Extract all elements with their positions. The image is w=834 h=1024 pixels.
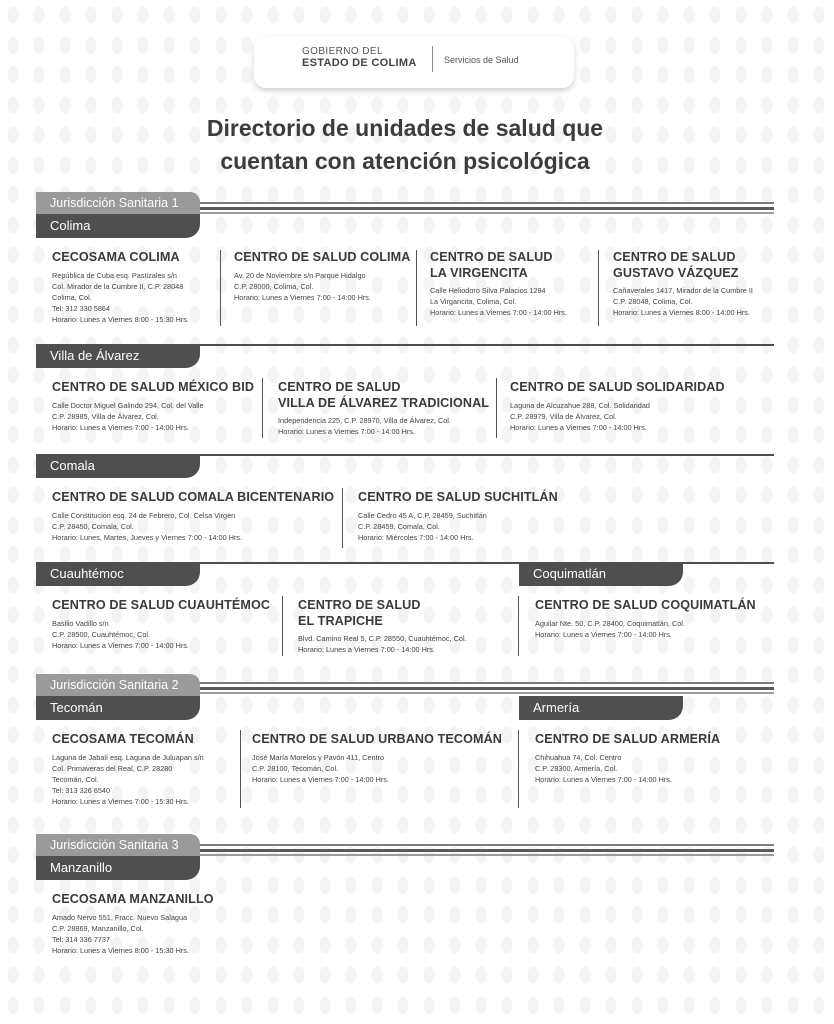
unit-card-cecosama-colima — [52, 250, 189, 325]
municipality-cuauhtemoc: Cuauhtémoc — [36, 562, 200, 586]
unit-card-cs-mexico-bid — [52, 380, 254, 433]
unit-details: Aguilar Nte. 50, C.P. 28400, Coquimatlán, Col. Horario: Lunes a Viernes 7:00 - 14:00 Hrs. — [535, 618, 685, 639]
column-divider — [518, 596, 519, 656]
unit-details: Calle Constitución esq. 24 de Febrero, Col. Celsa Virgen C.P. 28450, Comala, Col. Horario: Lunes, Martes, Jueves y Viernes 7:00 - 14:00 Hrs. — [52, 510, 243, 542]
unit-title: CENTRO DE SALUD COMALA BICENTENARIO — [52, 490, 335, 504]
jurisdiction-label-1: Jurisdicción Sanitaria 1 — [36, 192, 200, 214]
municipality-armeria: Armería — [519, 696, 683, 720]
government-logo — [254, 36, 574, 88]
municipality-villa-de-alvarez: Villa de Álvarez — [36, 344, 200, 368]
column-divider — [416, 250, 417, 326]
column-divider — [220, 250, 221, 326]
unit-card-cs-solidaridad — [510, 380, 725, 433]
unit-title: CECOSAMA TECOMÁN — [52, 732, 194, 746]
column-divider — [496, 378, 497, 438]
municipality-manzanillo: Manzanillo — [36, 856, 200, 880]
unit-card-cs-el-trapiche — [298, 598, 467, 655]
unit-card-cs-urbano-tecoman — [252, 732, 502, 785]
jurisdiction-label-2: Jurisdicción Sanitaria 2 — [36, 674, 200, 696]
municipality-colima: Colima — [36, 214, 200, 238]
municipality-coquimatlan: Coquimatlán — [519, 562, 683, 586]
service-name: Servicios de Salud — [444, 55, 519, 65]
unit-details: Calle Cedro 45 A, C.P. 28459, Suchitlán C.P. 28459, Comala, Col. Horario: Miércoles 7:00 - 14:00 Hrs. — [358, 510, 487, 542]
page-title-line1: Directorio de unidades de salud que — [206, 115, 604, 141]
municipality-tecoman: Tecomán — [36, 696, 200, 720]
page-title-line2: cuentan con atención psicológica — [220, 148, 590, 174]
unit-title: CENTRO DE SALUD EL TRAPICHE — [298, 598, 421, 628]
unit-card-cecosama-tecoman — [52, 732, 204, 807]
unit-details: Chihuahua 74, Col. Centro C.P. 28300, Armería, Col. Horario: Lunes a Viernes 7:00 - 14:00 Hrs. — [535, 752, 672, 784]
unit-card-cs-colima — [234, 250, 410, 303]
unit-title: CENTRO DE SALUD COQUIMATLÁN — [535, 598, 756, 612]
unit-card-cs-cuauhtemoc — [52, 598, 270, 651]
unit-title: CECOSAMA COLIMA — [52, 250, 180, 264]
unit-title: CENTRO DE SALUD SUCHITLÁN — [358, 490, 558, 504]
unit-details: Calle Heliodoro Silva Palacios 1294 La Virgancita, Colima, Col. Horario: Lunes a Viernes 7:00 - 14:00 Hrs. — [430, 286, 567, 317]
unit-title: CENTRO DE SALUD LA VIRGENCITA — [430, 250, 553, 280]
unit-details: Basilio Vadillo s/n C.P. 28500, Cuauhtémoc, Col. Horario: Lunes a Viernes 7:00 - 14:00 Hrs. — [52, 618, 189, 650]
unit-details: Amado Nervo 551, Fracc. Nuevo Salagua C.P. 28869, Manzanillo, Col. Tel: 314 336 7737 Horario: Lunes a Viernes 8:00 - 15:30 Hrs. — [52, 912, 189, 955]
gov-name-line2: ESTADO DE COLIMA — [302, 57, 417, 69]
unit-details: Laguna de Jabalí esq. Laguna de Juluapan s/n Col. Primaveras del Real, C.P. 28280 Tecomán, Col. Tel: 313 326 6540 Horario: Lunes a Viernes 7:00 - 15:30 Hrs. — [52, 752, 204, 806]
column-divider — [262, 378, 263, 438]
unit-details: Av. 20 de Noviembre s/n Parque Hidalgo C.P. 28000, Colima, Col. Horario: Lunes a Viernes 7:00 - 14:00 Hrs. — [234, 270, 371, 302]
unit-details: Laguna de Alcuzahue 288, Col. Solidaridad C.P. 28979, Villa de Álvarez, Col. Horario: Lunes a Viernes 7:00 - 14:00 Hrs. — [510, 400, 650, 432]
jurisdiction-label-3: Jurisdicción Sanitaria 3 — [36, 834, 200, 856]
unit-details: República de Cuba esq. Pastizales s/n Col. Mirador de la Cumbre II, C.P. 28048 Colima, Col. Tel: 312 330 5864 Horario: Lunes a Viernes 8:00 - 15:30 Hrs. — [52, 270, 189, 324]
unit-details: José María Morelos y Pavón 411, Centro C.P. 28100, Tecomán, Col. Horario: Lunes a Viernes 7:00 - 14:00 Hrs. — [252, 752, 389, 784]
unit-card-cs-gustavo-vazquez — [613, 250, 753, 318]
logo-divider — [432, 46, 433, 72]
unit-card-cs-comala — [52, 490, 334, 543]
unit-title: CENTRO DE SALUD URBANO TECOMÁN — [252, 732, 502, 746]
column-divider — [282, 596, 283, 656]
page-title — [100, 112, 710, 178]
column-divider — [240, 730, 241, 808]
unit-title: CENTRO DE SALUD SOLIDARIDAD — [510, 380, 725, 394]
unit-title: CENTRO DE SALUD ARMERÍA — [535, 732, 721, 746]
unit-details: Blvd. Camino Real 5, C.P. 28550, Cuauhtémoc, Col. Horario: Lunes a Viernes 7:00 - 14:00 Hrs. — [298, 634, 467, 654]
unit-card-cs-coquimatlan — [535, 598, 756, 640]
gov-name-line1: GOBIERNO DEL — [302, 46, 383, 57]
unit-details: Independencia 225, C.P. 28970, Villa de Álvarez, Col. Horario: Lunes a Viernes 7:00 - 14:00 Hrs. — [278, 416, 451, 436]
unit-title: CENTRO DE SALUD CUAUHTÉMOC — [52, 598, 271, 612]
column-divider — [342, 488, 343, 548]
unit-card-cs-villa-tradicional — [278, 380, 489, 437]
unit-title: CENTRO DE SALUD GUSTAVO VÁZQUEZ — [613, 250, 739, 280]
unit-card-cs-suchitlan — [358, 490, 558, 543]
unit-title: CENTRO DE SALUD MÉXICO BID — [52, 380, 255, 394]
municipality-comala: Comala — [36, 454, 200, 478]
unit-details: Cañaverales 1417, Mirador de la Cumbre II C.P. 28048, Colima, Col. Horario: Lunes a Viernes 8:00 - 14:00 Hrs. — [613, 286, 753, 317]
unit-card-cs-virgencita — [430, 250, 567, 318]
unit-card-cs-armeria — [535, 732, 720, 785]
unit-details: Calle Doctor Miguel Galindo 294, Col. del Valle C.P. 28985, Villa de Álvarez, Col. Horario: Lunes a Viernes 7:00 - 14:00 Hrs. — [52, 400, 204, 432]
unit-title: CENTRO DE SALUD COLIMA — [234, 250, 411, 264]
unit-card-cecosama-manzanillo — [52, 892, 214, 956]
unit-title: CENTRO DE SALUD VILLA DE ÁLVAREZ TRADICIONAL — [278, 380, 490, 410]
unit-title: CECOSAMA MANZANILLO — [52, 892, 214, 906]
column-divider — [518, 730, 519, 808]
column-divider — [598, 250, 599, 326]
